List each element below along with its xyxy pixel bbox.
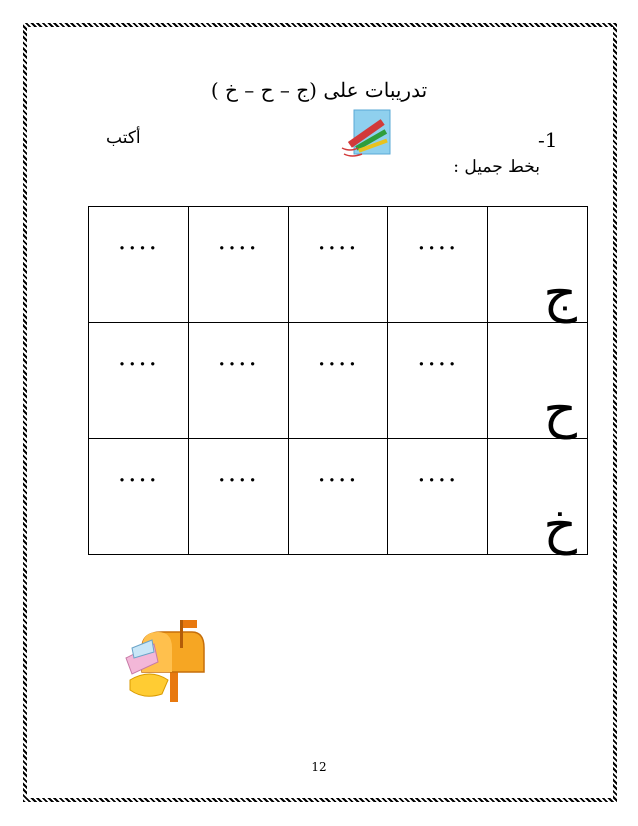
table-row — [89, 439, 588, 555]
dots: .... — [417, 342, 459, 372]
practice-cell — [89, 207, 189, 323]
dots: .... — [417, 458, 459, 488]
page-number: 12 — [311, 760, 327, 774]
dots: .... — [217, 458, 259, 488]
worksheet-title: تدريبات على (ج – ح – خ ) — [210, 78, 428, 102]
dots: .... — [217, 342, 259, 372]
dots: .... — [317, 342, 359, 372]
letter-cell — [488, 439, 588, 555]
practice-cell — [188, 207, 288, 323]
practice-cell — [188, 439, 288, 555]
letter-cell — [488, 323, 588, 439]
dots: .... — [317, 458, 359, 488]
dots: .... — [117, 458, 159, 488]
letter-khaa: خ — [543, 496, 577, 556]
practice-cell — [288, 439, 388, 555]
practice-cell — [188, 323, 288, 439]
dots: .... — [217, 226, 259, 256]
mailbox-icon — [122, 618, 218, 704]
dots: .... — [317, 226, 359, 256]
instruction-text: بخط جميل : — [453, 157, 540, 177]
practice-cell — [288, 323, 388, 439]
dots: .... — [417, 226, 459, 256]
table-row — [89, 207, 588, 323]
pencil-drawing-icon — [340, 108, 396, 160]
letter-cell — [488, 207, 588, 323]
table-row — [89, 323, 588, 439]
practice-cell — [388, 439, 488, 555]
dots: .... — [117, 226, 159, 256]
practice-cell — [388, 323, 488, 439]
practice-cell — [388, 207, 488, 323]
dots: .... — [117, 342, 159, 372]
practice-cell — [288, 207, 388, 323]
letter-practice-grid — [88, 206, 588, 555]
question-number: -1 — [538, 128, 558, 152]
letter-jeem: ج — [543, 264, 577, 324]
practice-cell — [89, 439, 189, 555]
letter-haa: ح — [543, 380, 577, 440]
instruction-word: أكتب — [106, 128, 141, 148]
practice-cell — [89, 323, 189, 439]
